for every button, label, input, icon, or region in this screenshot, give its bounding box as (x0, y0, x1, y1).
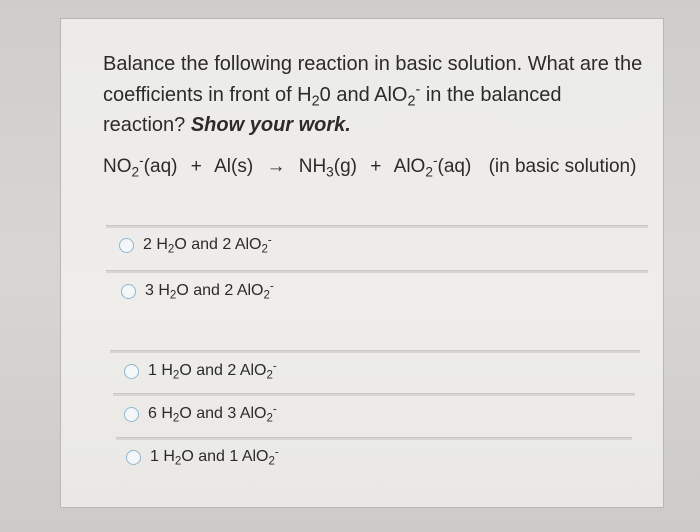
answer-option-5[interactable]: 1 $H_2O$ and 1 AlO$_2$- (126, 448, 279, 466)
radio-button[interactable] (124, 364, 139, 379)
divider (113, 393, 635, 396)
divider (116, 437, 632, 440)
question-line-3: reaction? Show your work. (103, 114, 351, 136)
radio-button[interactable] (121, 284, 136, 299)
question-line-2: coefficients in front of $H_20$ and AlO$_2$- in the balanced (103, 81, 562, 110)
radio-button[interactable] (119, 238, 134, 253)
divider (110, 350, 640, 353)
radio-button[interactable] (124, 407, 139, 422)
answer-option-4[interactable]: 6 $H_2O$ and 3 AlO$_2$- (124, 405, 277, 423)
reaction-arrow: → (266, 156, 286, 177)
divider (106, 270, 648, 273)
radio-button[interactable] (126, 450, 141, 465)
reaction-equation: $NO_2^-(aq) + Al(s) \to NH_3(g) + AlO_2^-(aq)$ (in basic solution) (103, 153, 637, 180)
divider (106, 225, 648, 228)
question-line-1: Balance the following reaction in basic solution. What are the (103, 53, 643, 75)
show-work-emphasis: Show your work. (190, 114, 351, 136)
answer-option-1[interactable]: 2 $H_2O$ and 2 AlO$_2$- (119, 236, 272, 254)
answer-option-3[interactable]: 1 $H_2O$ and 2 AlO$_2$- (124, 362, 277, 380)
answer-option-2[interactable]: 3 $H_2O$ and 2 AlO$_2$- (121, 282, 274, 300)
